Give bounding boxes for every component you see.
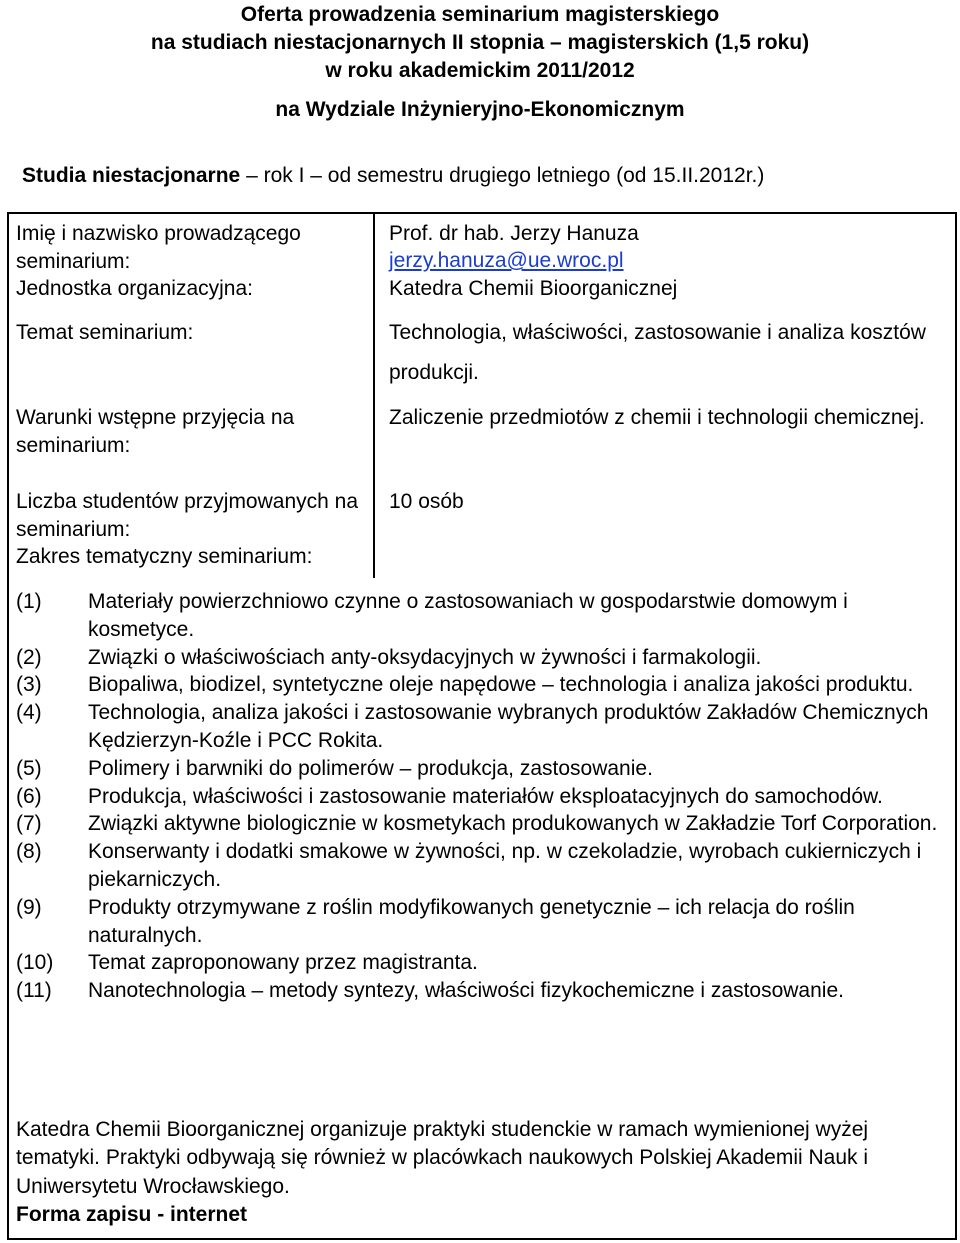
topic-number: (8) xyxy=(16,840,42,864)
topic-text: Produkty otrzymywane z roślin modyfikowanych genetycznie – ich relacja do roślin naturalnych. xyxy=(88,895,855,947)
topics-list xyxy=(16,588,946,1005)
topic-item xyxy=(16,894,946,950)
value-jednostka: Katedra Chemii Bioorganicznej xyxy=(389,277,678,300)
topic-item xyxy=(16,755,946,783)
value-liczba: 10 osób xyxy=(389,490,464,513)
topic-text: Technologia, analiza jakości i zastosowanie wybranych produktów Zakładów Chemicznych Kędzierzyn-Koźle i PCC Rokita. xyxy=(88,701,929,752)
topic-number: (7) xyxy=(16,812,42,836)
topic-number: (4) xyxy=(16,701,42,725)
label-liczba: Liczba studentów przyjmowanych na seminarium: xyxy=(16,490,359,541)
topic-item xyxy=(16,810,946,838)
topic-number: (10) xyxy=(16,951,54,975)
topic-text: Produkcja, właściwości i zastosowanie materiałów eksploatacyjnych do samochodów. xyxy=(88,784,883,808)
topic-item xyxy=(16,699,946,755)
topic-text: Temat zaproponowany przez magistranta. xyxy=(88,951,478,975)
topic-item xyxy=(16,588,946,644)
topic-number: (6) xyxy=(16,784,42,808)
topic-text: Polimery i barwniki do polimerów – produkcja, zastosowanie. xyxy=(88,756,653,780)
topic-item xyxy=(16,671,946,699)
topic-text: Konserwanty i dodatki smakowe w żywności, np. w czekoladzie, wyrobach cukierniczych i piekarniczych. xyxy=(88,840,922,891)
topic-item xyxy=(16,783,946,811)
header-line-3: w roku akademickim 2011/2012 xyxy=(325,59,635,82)
header-title: Oferta prowadzenia seminarium magisterskiego xyxy=(240,3,720,26)
topic-number: (2) xyxy=(16,645,42,669)
topic-number: (9) xyxy=(16,895,42,919)
footer-note: Katedra Chemii Bioorganicznej organizuje praktyki studenckie w ramach wymienionej wyżej tematyki. Praktyki odbywają się również w placówkach naukowych Polskiej Akademii Nauk i Uniwersytetu Wrocławskiego. xyxy=(16,1118,869,1198)
topic-number: (5) xyxy=(16,756,42,780)
value-prowadzacy: Prof. dr hab. Jerzy Hanuza xyxy=(389,222,639,245)
topic-item xyxy=(16,644,946,672)
topic-item xyxy=(16,838,946,894)
topic-item xyxy=(16,949,946,977)
email-link[interactable] xyxy=(389,247,949,275)
value-warunki: Zaliczenie przedmiotów z chemii i technologii chemicznej. xyxy=(389,406,925,429)
value-temat: Technologia, właściwości, zastosowanie i analiza kosztów produkcji. xyxy=(389,321,926,384)
study-mode-rest: – rok I – od semestru drugiego letniego (od 15.II.2012r.) xyxy=(240,164,765,187)
label-temat: Temat seminarium: xyxy=(16,321,194,344)
email-link-text[interactable]: jerzy.hanuza@ue.wroc.pl xyxy=(389,249,624,272)
label-prowadzacy: Imię i nazwisko prowadzącego seminarium: xyxy=(16,222,301,273)
topic-number: (1) xyxy=(16,590,42,613)
study-mode-bold: Studia niestacjonarne xyxy=(22,164,241,187)
topic-item xyxy=(16,977,946,1005)
label-zakres: Zakres tematyczny seminarium: xyxy=(16,545,313,568)
table-column-divider xyxy=(373,212,375,578)
topic-text: Biopaliwa, biodizel, syntetyczne oleje napędowe – technologia i analiza jakości produktu. xyxy=(88,673,914,697)
study-mode-line xyxy=(22,163,764,189)
label-jednostka: Jednostka organizacyjna: xyxy=(16,277,253,300)
topic-text: Związki aktywne biologicznie w kosmetykach produkowanych w Zakładzie Torf Corporation. xyxy=(88,812,938,836)
topic-text: Materiały powierzchniowo czynne o zastosowaniach w gospodarstwie domowym i kosmetyce. xyxy=(88,590,848,641)
label-warunki: Warunki wstępne przyjęcia na seminarium: xyxy=(16,406,295,457)
header-line-4: na Wydziale Inżynieryjno-Ekonomicznym xyxy=(275,98,685,121)
topic-number: (11) xyxy=(16,979,52,1003)
topic-number: (3) xyxy=(16,673,42,697)
topic-text: Związki o właściwościach anty-oksydacyjnych w żywności i farmakologii. xyxy=(88,645,762,669)
registration-form-note: Forma zapisu - internet xyxy=(16,1203,248,1226)
header-line-2: na studiach niestacjonarnych II stopnia – magisterskich (1,5 roku) xyxy=(150,31,810,54)
topic-text: Nanotechnologia – metody syntezy, właściwości fizykochemiczne i zastosowanie. xyxy=(88,979,844,1003)
